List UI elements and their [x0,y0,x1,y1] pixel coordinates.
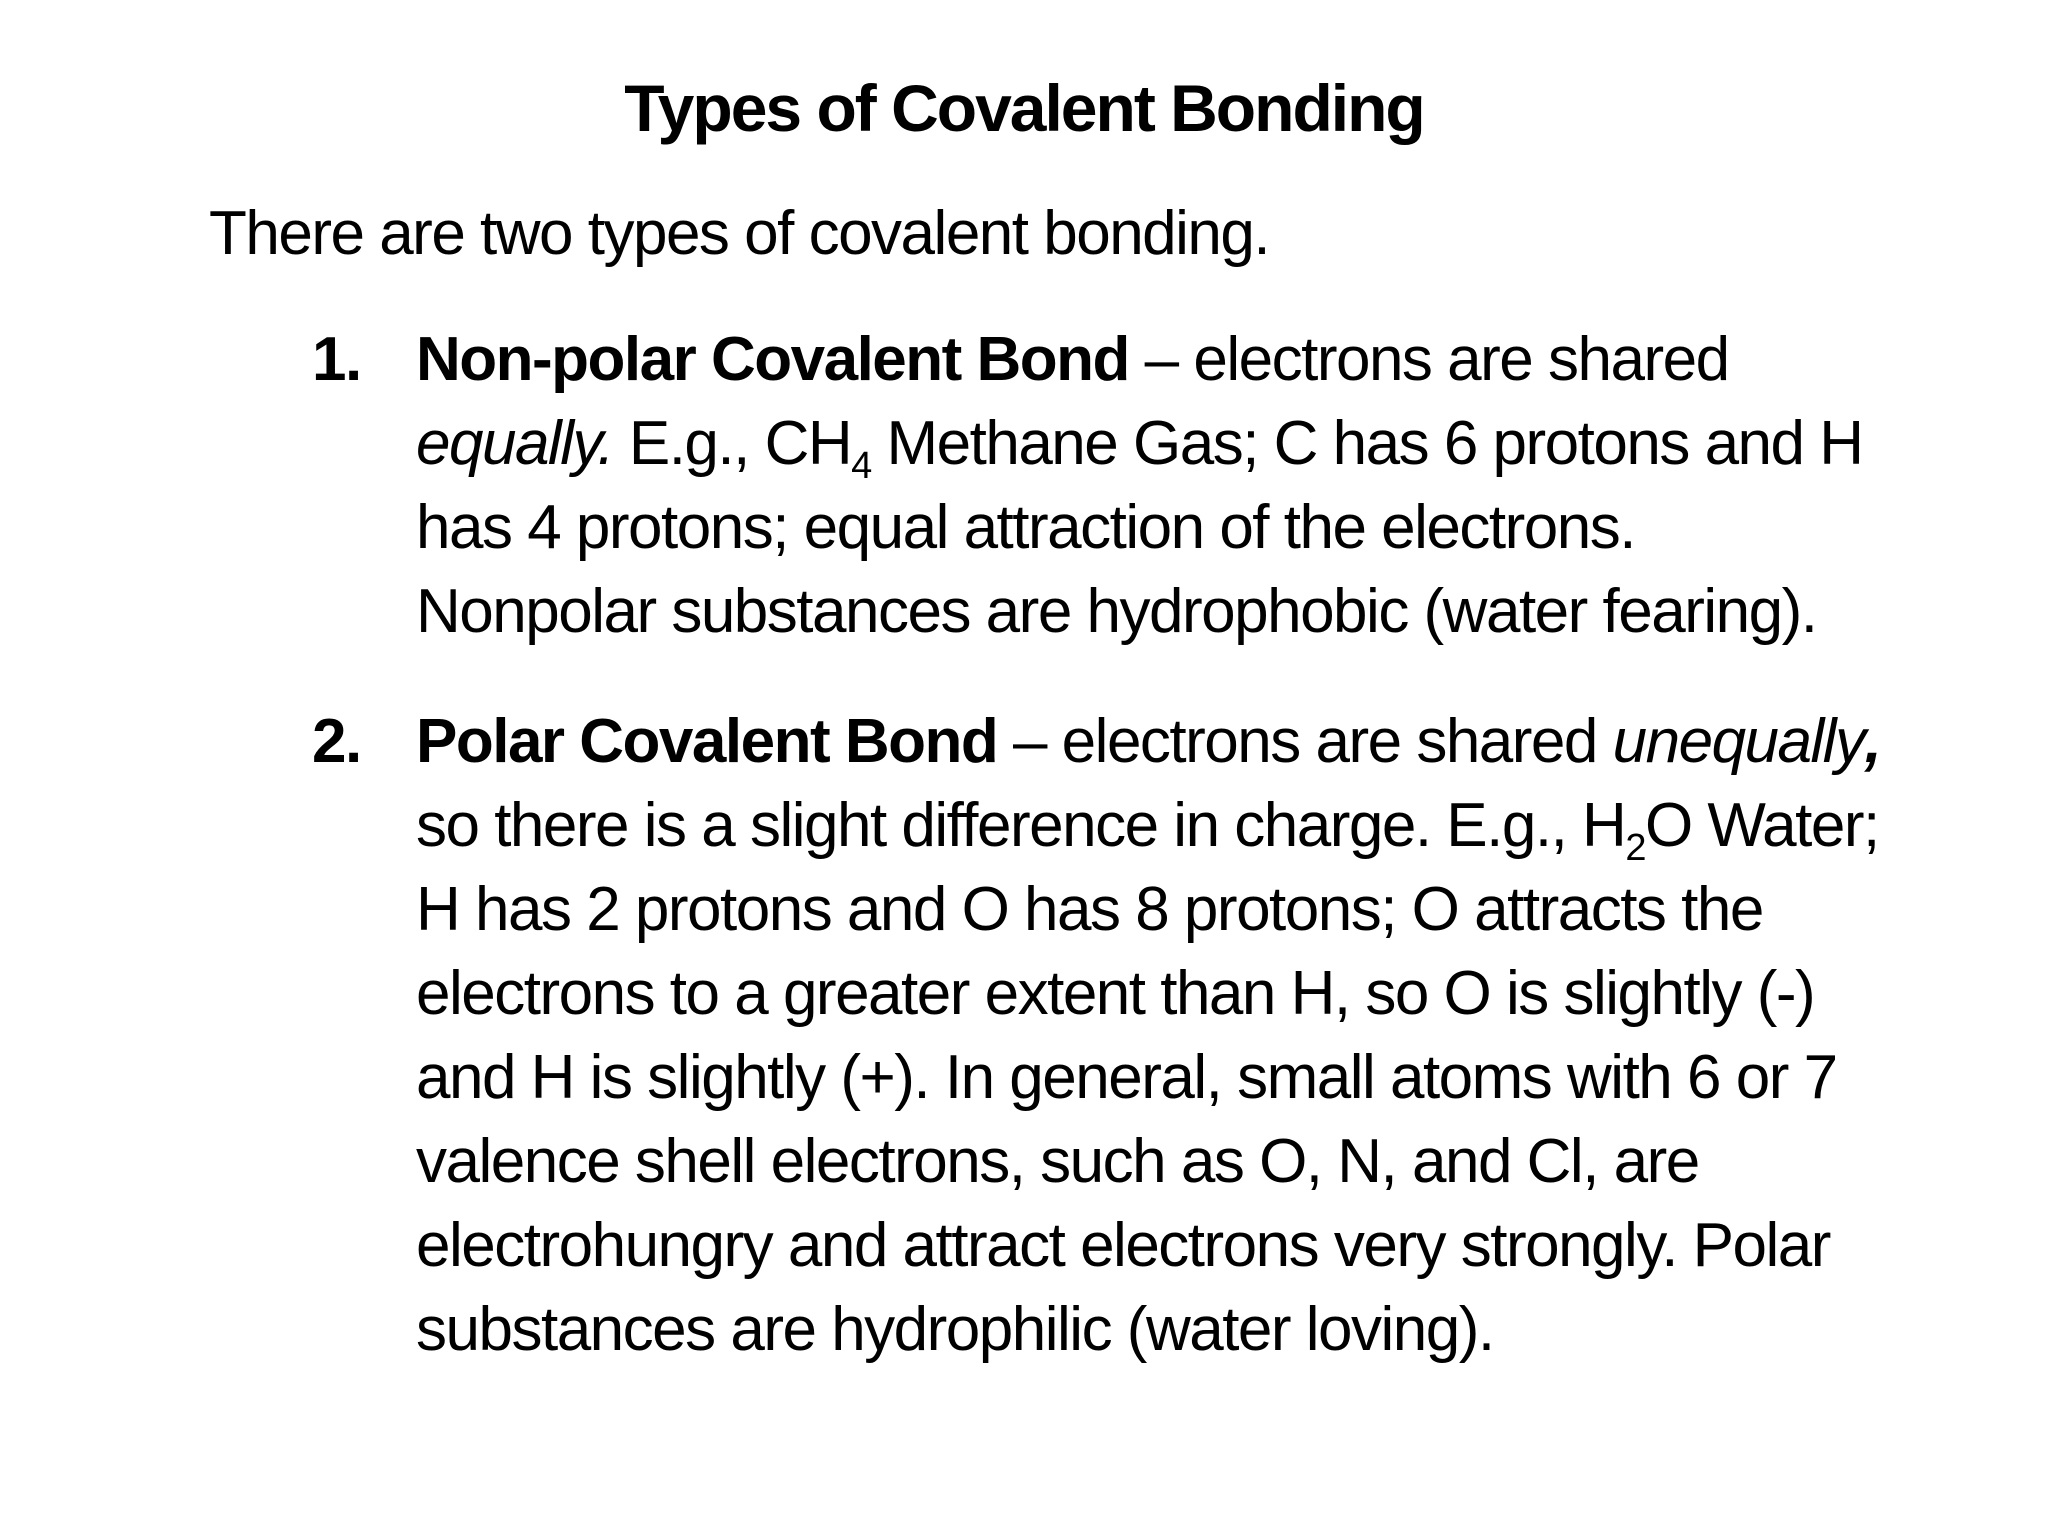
text-segment: E.g., CH [613,409,852,478]
subscript: 2 [1625,827,1645,869]
term-polar: Polar Covalent Bond [416,707,998,776]
text-line: substances are hydrophilic (water loving). [416,1295,1494,1364]
list-item-body [416,700,1881,1372]
list-number: 1. [312,325,361,394]
emphasis-comma: , [1864,707,1881,776]
text-line: electrons to a greater extent than H, so O is slightly (-) [416,959,1815,1028]
text-line: H has 2 protons and O has 8 protons; O attracts the [416,875,1763,944]
text-segment: so there is a slight difference in charge. E.g., H [416,791,1626,860]
emphasis-unequally: unequally [1612,707,1865,776]
text-segment: – electrons are shared [997,707,1613,776]
list-item-body [416,318,1876,654]
text-line: Nonpolar substances are hydrophobic (water fearing). [416,577,1817,646]
emphasis-equally: equally. [416,409,614,478]
text-line: has 4 protons; equal attraction of the electrons. [416,493,1635,562]
text-segment: Methane Gas; C has 6 protons and H [870,409,1863,478]
list-number: 2. [312,707,361,776]
text-line [416,402,1876,486]
text-line [416,700,1881,784]
text-line: and H is slightly (+). In general, small atoms with 6 or 7 [416,1043,1837,1112]
text-segment: – electrons are shared [1128,325,1729,394]
intro-text: There are two types of covalent bonding. [209,199,1270,268]
text-line: electrohungry and attract electrons very strongly. Polar [416,1211,1830,1280]
subscript: 4 [851,445,871,487]
term-nonpolar: Non-polar Covalent Bond [416,325,1129,394]
page-title: Types of Covalent Bonding [624,71,1424,145]
text-segment: O Water; [1644,791,1879,860]
text-line [416,784,1879,869]
text-line [416,318,1876,402]
text-line: valence shell electrons, such as O, N, and Cl, are [416,1127,1699,1196]
